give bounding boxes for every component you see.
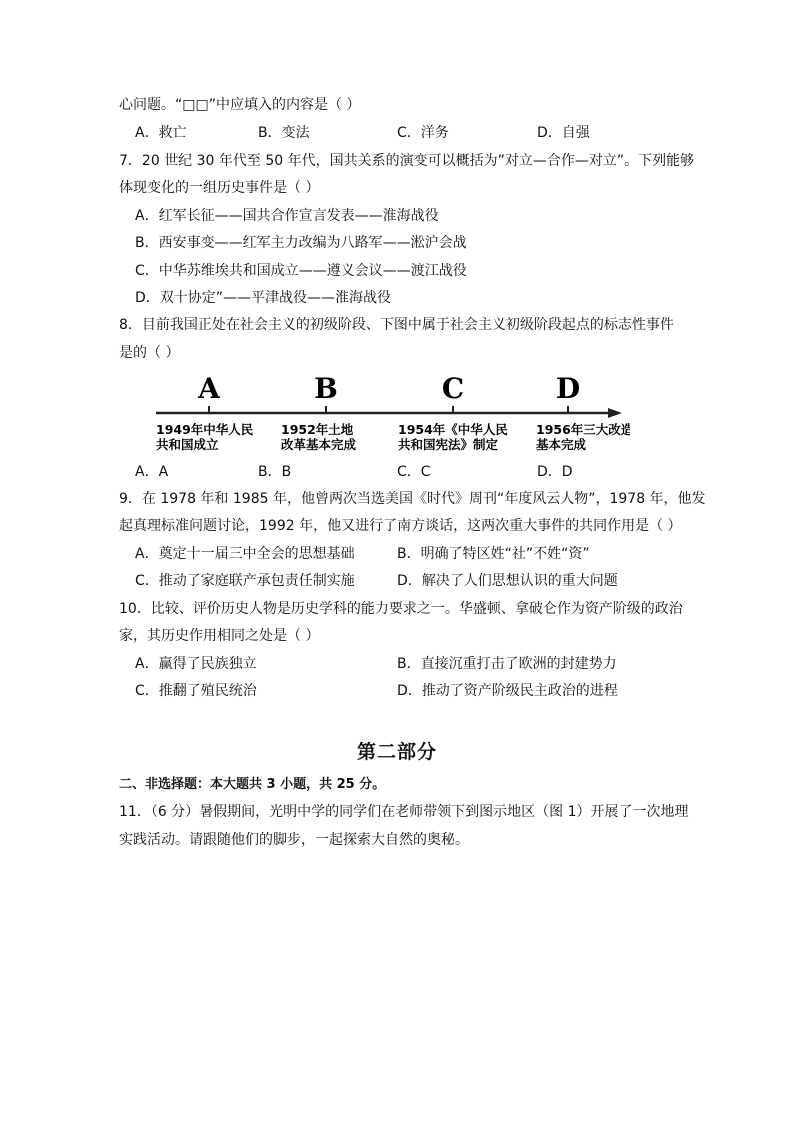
q7-option-d: D．双十协定”——平津战役——淮海战役 xyxy=(135,290,392,306)
q9-stem-line1: 9．在 1978 年和 1985 年，他曾两次当选美国《时代》周刊“年度风云人物”，1978 年，他发 xyxy=(119,491,706,507)
q6-text: 心问题。“□□”中应填入的内容是（ ） xyxy=(119,97,361,113)
q7-option-c: C．中华苏维埃共和国成立——遵义会议——渡江战役 xyxy=(135,263,467,279)
q7-stem-line1: 7．20 世纪 30 年代至 50 年代，国共关系的演变可以概括为”对立—合作—对立”。下列能够 xyxy=(119,153,695,169)
timeline-caption-b1: 1952年土地 xyxy=(281,422,354,437)
q10-option-d: D．推动了资产阶级民主政治的进程 xyxy=(397,683,618,699)
q9-option-b: B．明确了特区姓“社”不姓“资” xyxy=(397,546,590,562)
q8-option-c: C．C xyxy=(397,464,431,480)
timeline-letter-a: A xyxy=(198,372,220,405)
timeline-caption-d2: 基本完成 xyxy=(536,437,587,452)
q7-option-b: B．西安事变——红军主力改编为八路军——淞沪会战 xyxy=(135,235,467,251)
q7-option-a: A．红军长征——国共合作宣言发表——淮海战役 xyxy=(135,208,439,224)
timeline-caption-c1: 1954年《中华人民 xyxy=(398,422,508,437)
timeline-caption-b2: 改革基本完成 xyxy=(281,437,357,452)
timeline-letter-b: B xyxy=(314,372,338,405)
q11-stem-line1: 11．（6 分）暑假期间，光明中学的同学们在老师带领下到图示地区（图 1）开展了一次地理 xyxy=(119,804,689,820)
part-two-title: 第二部分 xyxy=(356,741,437,763)
q10-stem-line1: 10．比较、评价历史人物是历史学科的能力要求之一。华盛顿、拿破仑作为资产阶级的政治 xyxy=(119,601,683,617)
timeline-caption-a2: 共和国成立 xyxy=(156,437,219,452)
q7-stem-line2: 体现变化的一组历史事件是（ ） xyxy=(119,180,320,196)
timeline-figure xyxy=(150,372,630,456)
q6-option-b: B．变法 xyxy=(258,125,310,141)
q9-option-d: D．解决了人们思想认识的重大问题 xyxy=(397,573,618,589)
timeline-arrow-icon xyxy=(608,408,622,418)
q10-stem-line2: 家，其历史作用相同之处是（ ） xyxy=(119,628,320,644)
q9-stem-line2: 起真理标准问题讨论，1992 年，他又进行了南方谈话，这两次重大事件的共同作用是（ ） xyxy=(119,518,682,534)
q10-option-a: A．赢得了民族独立 xyxy=(135,656,257,672)
q9-option-c: C．推动了家庭联产承包责任制实施 xyxy=(135,573,355,589)
timeline-letter-c: C xyxy=(441,372,465,405)
timeline-svg xyxy=(150,372,630,456)
q6-option-a: A．救亡 xyxy=(135,125,187,141)
timeline-caption-c2: 共和国宪法》制定 xyxy=(398,437,499,452)
q9-option-a: A．奠定十一届三中全会的思想基础 xyxy=(135,546,355,562)
q11-stem-line2: 实践活动。请跟随他们的脚步，一起探索大自然的奥秘。 xyxy=(119,832,469,848)
q6-option-d: D．自强 xyxy=(537,125,590,141)
timeline-caption-a1: 1949年中华人民 xyxy=(156,422,254,437)
q10-option-b: B．直接沉重打击了欧洲的封建势力 xyxy=(397,656,617,672)
q8-option-b: B．B xyxy=(258,464,292,480)
timeline-caption-d1: 1956年三大改造 xyxy=(536,422,630,437)
q8-option-d: D．D xyxy=(537,464,573,480)
timeline-letter-d: D xyxy=(555,372,581,405)
q6-option-c: C．洋务 xyxy=(397,125,449,141)
q8-stem-line1: 8．目前我国正处在社会主义的初级阶段、下图中属于社会主义初级阶段起点的标志性事件 xyxy=(119,317,674,333)
section-two-heading: 二、非选择题：本大题共 3 小题，共 25 分。 xyxy=(119,777,386,792)
q10-option-c: C．推翻了殖民统治 xyxy=(135,683,257,699)
q8-stem-line2: 是的（ ） xyxy=(119,345,180,361)
q8-option-a: A．A xyxy=(135,464,169,480)
